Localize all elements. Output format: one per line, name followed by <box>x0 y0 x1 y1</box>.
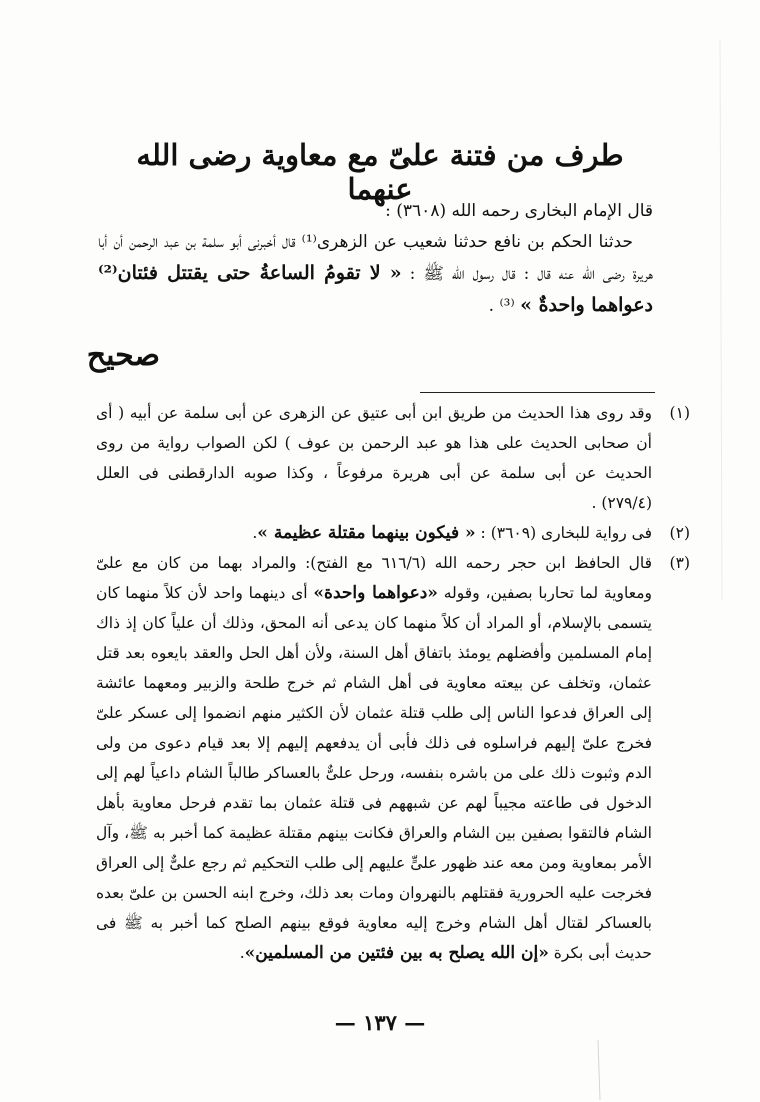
scan-line <box>598 1040 600 1100</box>
footnote-text: قال الحافظ ابن حجر رحمه الله (٦١٦/٦ مع الفتح): والمراد بهما من كان مع علىّ ومعاوية لما تحاربا بصفين، وقوله <box>96 554 653 602</box>
footnote-body <box>96 548 652 968</box>
footnote-tail: . <box>252 524 258 542</box>
scan-line <box>720 40 722 600</box>
footnote-number: (٢) <box>669 524 690 542</box>
hadith-text: « لا تقومُ الساعةُ حتى يقتتل فئتان⁽²⁾ دعواهما واحدةٌ » <box>98 262 653 316</box>
hadith-paragraph <box>98 227 653 322</box>
hadith-chain: حدثنا الحكم بن نافع حدثنا شعيب عن الزهرى⁽¹⁾ قال أخبرنى أبو سلمة بن عبد الرحمن أن أبا هريرة رضى الله عنه قال : قال رسول الله ﷺ : <box>98 232 653 284</box>
page-title: طرف من فتنة علىّ مع معاوية رضى الله عنهما <box>136 138 624 206</box>
footnote-text: وقد روى هذا الحديث من طريق ابن أبى عتيق عن الزهرى عن أبى سلمة عن أبيه ( أى أن صحابى الحديث على هذا هو عبد الرحمن بن عوف ) لكن الصواب رواية من روى الحديث عن أبى سلمة عن أبى هريرة مرفوعاً ، وكذا صوبه الدارقطنى فى العلل (٢٧٩/٤) . <box>96 404 652 512</box>
footnote-number: (١) <box>669 404 690 422</box>
footnotes <box>96 398 690 968</box>
footnote <box>96 518 690 548</box>
footnote-tail: . <box>239 944 245 962</box>
source-line: قال الإمام البخارى رحمه الله (٣٦٠٨) : <box>385 201 653 221</box>
grade-label: صحيح <box>86 338 160 373</box>
page-number: — ١٣٧ — <box>334 1010 426 1035</box>
footnote-quote: «دعواهما واحدة» <box>313 583 438 603</box>
footnote <box>96 398 690 518</box>
footnote-quote: « فيكون بينهما مقتلة عظيمة » <box>257 523 476 543</box>
footnote-quote: «إن الله يصلح به بين فئتين من المسلمين» <box>244 943 549 963</box>
footnote-text: فى رواية للبخارى (٣٦٠٩) : <box>480 524 652 542</box>
hadith-end: ⁽³⁾ . <box>488 296 515 316</box>
footnote <box>96 548 690 968</box>
footnote-text: أى دينهما واحد لأن كلاً منهما كان يتسمى بالإسلام، أو المراد أن كلاً منهما كان يدعى أنه المحق، وذلك أن علياً كان إذ ذاك إمام المسلمين وأفضلهم يومئذ باتفاق أهل السنة، ولأن أهل الحل والعقد بايعوه بعد قتل عثمان، وتخلف عن بيعته معاوية فى أهل الشام ثم خرج طلحة والزبير ومعهما عائشة إلى العراق فدعوا الناس إلى طلب قتلة عثمان لأن الكثير منهم انضموا إلى عسكر علىّ فخرج علىّ إليهم فراسلوه فى ذلك فأبى أن يدفعهم إليهم إلا بعد قيام دعوى من ولى الدم وثبوت ذلك على من باشره بنفسه، ورحل علىٌّ بالعساكر طالباً الشام داعياً لهم إلى الدخول فى طاعته مجيباً لهم عن شبههم فى قتلة عثمان بما تقدم فرحل معاوية بأهل الشام فالتقوا بصفين بين الشام والعراق فكانت بينهم مقتلة عظيمة كما أخبر به ﷺ، وآل الأمر بمعاوية ومن معه عند ظهور علىٍّ عليهم إلى طلب التحكيم ثم رجع علىٌّ إلى العراق فخرجت عليه الحرورية فقتلهم بالنهروان ومات بعد ذلك، وخرج ابنه الحسن بن علىّ بعده بالعساكر لقتال أهل الشام وخرج إليه معاوية فوقع بينهم الصلح كما أخبر به ﷺ فى حديث أبى بكرة <box>96 584 652 962</box>
footnote-divider <box>420 392 655 393</box>
hadith-block <box>98 196 653 322</box>
footnote-number: (٣) <box>669 554 690 572</box>
footnote-body <box>96 518 652 548</box>
